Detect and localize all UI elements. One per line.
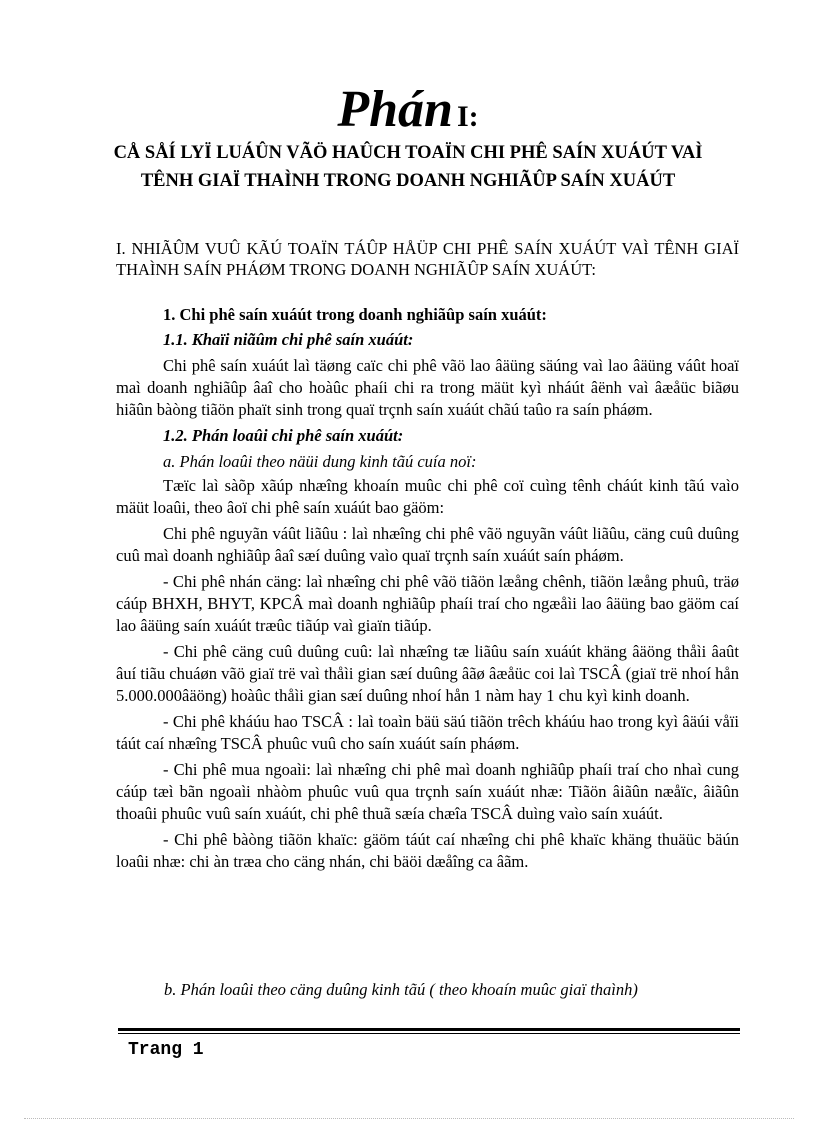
chapter-title-word: Phán — [337, 81, 453, 138]
heading-1: 1. Chi phê saín xuáút trong doanh nghiãûp saín xuáút: — [163, 305, 547, 324]
section-heading: I. NHIÃÛM VUÛ KÃÚ TOAÏN TÁÛP HÅÜP CHI PHÊ SAÍN XUÁÚT VAÌ TÊNH GIAÏ THAÌNH SAÍN PHÁØM TRONG DOANH NGHIÃÛP SAÍN XUÁÚT: — [116, 239, 739, 279]
subheading-a: a. Phán loaûi theo näüi dung kinh tãú cuía noï: — [163, 452, 477, 471]
paragraph-classification: Tæïc laì sàõp xãúp nhæîng khoaín muûc chi phê coï cuìng tênh cháút kinh tãú vaìo mäüt loaûi, theo âoï chi phê saín xuáút bao gäöm: — [116, 476, 739, 517]
paragraph-labor: - Chi phê nhán cäng: laì nhæîng chi phê vãö tiãön læång chênh, tiãön læång phuû, träø cáúp BHXH, BHYT, KPCÂ maì doanh nghiãûp phaíi traí cho ngæåìi lao âäüng bao gäöm caí lao âäüng saín xuáút træûc tiãúp vaì giaïn tiãúp. — [116, 572, 739, 635]
paragraph-outsourced: - Chi phê mua ngoaìi: laì nhæîng chi phê maì doanh nghiãûp phaíi traí cho nhaì cung cáúp tæì bãn ngoaìi nhàòm phuûc vuû qua trçnh saín xuáút nhæ: Tiãön âiãûn næåïc, âiãûn thoaûi phuûc vuû saín xuáút, chi phê thuã sæía chæîa TSCÂ duìng vaìo saín xuáút. — [116, 760, 739, 823]
heading-1-1: 1.1. Khaïi niãûm chi phê saín xuáút: — [163, 330, 414, 349]
subheading-b: b. Phán loaûi theo cäng duûng kinh tãú ( theo khoaín muûc giaï thaình) — [164, 980, 638, 999]
paragraph-depreciation: - Chi phê kháúu hao TSCÂ : laì toaìn bäü säú tiãön trêch kháúu hao trong kyì âäúi våïi táút caí nhæîng TSCÂ phuûc vuû cho saín xuáút saín pháøm. — [116, 712, 739, 753]
chapter-title — [0, 80, 816, 139]
document-body — [116, 304, 739, 877]
paragraph-tools: - Chi phê cäng cuû duûng cuû: laì nhæîng tæ liãûu saín xuáút khäng âäöng thåìi âaût âuí tiãu chuáøn vãö giaï trë vaì thåìi gian sæí duûng âãø âæåüc coi laì TSCÂ (giaï trë nhoí hån 5.000.000âäöng) hoàûc thåìi gian sæí duûng nhoí hån 1 nàm hay 1 chu kyì kinh doanh. — [116, 642, 739, 705]
paragraph-materials: Chi phê nguyãn váût liãûu : laì nhæîng chi phê vãö nguyãn váût liãûu, cäng cuû duûng cuû maì doanh nghiãûp âaî sæí duûng vaìo quaï trçnh saín xuáút saín pháøm. — [116, 524, 739, 565]
footer-rule-thick — [118, 1028, 740, 1031]
chapter-title-number: I: — [456, 100, 479, 133]
chapter-subtitle: CÅ SÅÍ LYÏ LUÁÛN VÃÖ HAÛCH TOAÏN CHI PHÊ SAÍN XUÁÚT VAÌ TÊNH GIAÏ THAÌNH TRONG DOANH NGHIÃÛP SAÍN XUÁÚT — [113, 143, 703, 191]
paragraph-other-cash: - Chi phê bàòng tiãön khaïc: gäöm táút caí nhæîng chi phê khaïc khäng thuäüc bäún loaûi nhæ: chi àn træa cho cäng nhán, chi bäöi dæåîng ca âãm. — [116, 830, 739, 871]
heading-1-2: 1.2. Phán loaûi chi phê saín xuáút: — [163, 426, 404, 445]
paragraph-definition: Chi phê saín xuáút laì täøng caïc chi phê vãö lao âäüng säúng vaì lao âäüng váût hoaï maì doanh nghiãûp âaî cho hoàûc phaíi chi ra trong mäüt kyì nháút âënh vaì âæåüc biãøu hiãûn bàòng tiãön phaït sinh trong quaï trçnh saín xuáút chãú taûo ra saín pháøm. — [116, 356, 739, 419]
footer-rule-thin — [118, 1033, 740, 1034]
page-number: Trang 1 — [128, 1040, 204, 1060]
page-edge-divider — [24, 1118, 794, 1119]
